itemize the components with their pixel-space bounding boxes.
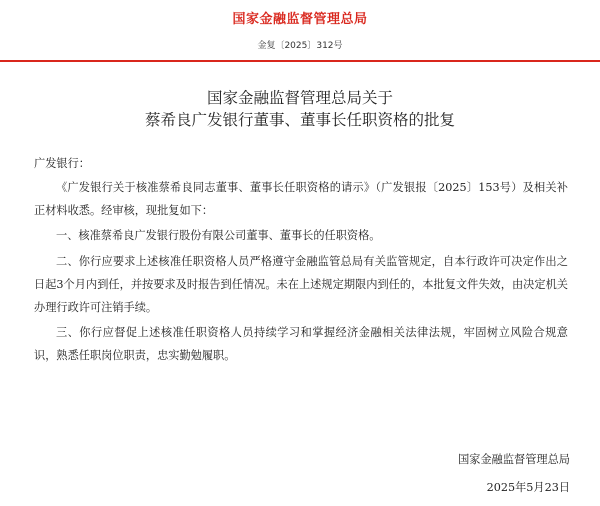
paragraph-item-1: 一、核准蔡希良广发银行股份有限公司董事、董事长的任职资格。 xyxy=(56,229,381,242)
document-number: 金复〔2025〕312号 xyxy=(257,41,343,51)
header-agency-name: 国家金融监督管理总局 xyxy=(232,12,368,27)
addressee: 广发银行： xyxy=(34,157,90,170)
paragraph-item-3: 三、你行应督促上述核准任职资格人员持续学习和掌握经济金融相关法律法规，牢固树立风险合规意识，熟悉任职岗位职责，忠实勤勉履职。 xyxy=(34,326,568,362)
red-divider-line xyxy=(0,60,600,62)
paragraph-item-2: 二、你行应要求上述核准任职资格人员严格遵守金融监管总局有关监管规定，自本行政许可决定作出之日起3个月内到任，并按要求及时报告到任情况。未在上述规定期限内到任的，本批复文件失效，由决定机关办理行政许可注销手续。 xyxy=(34,255,568,314)
paragraph-intro: 《广发银行关于核准蔡希良同志董事、董事长任职资格的请示》（广发银报〔2025〕153号）及相关补正材料收悉。经审核，现批复如下： xyxy=(34,181,568,217)
issue-date: 2025年5月23日 xyxy=(486,481,570,494)
document-title-line-1: 国家金融监督管理总局关于 xyxy=(206,89,393,107)
document-title-line-2: 蔡希良广发银行董事、董事长任职资格的批复 xyxy=(144,111,455,129)
issuer-signature: 国家金融监督管理总局 xyxy=(458,453,570,466)
